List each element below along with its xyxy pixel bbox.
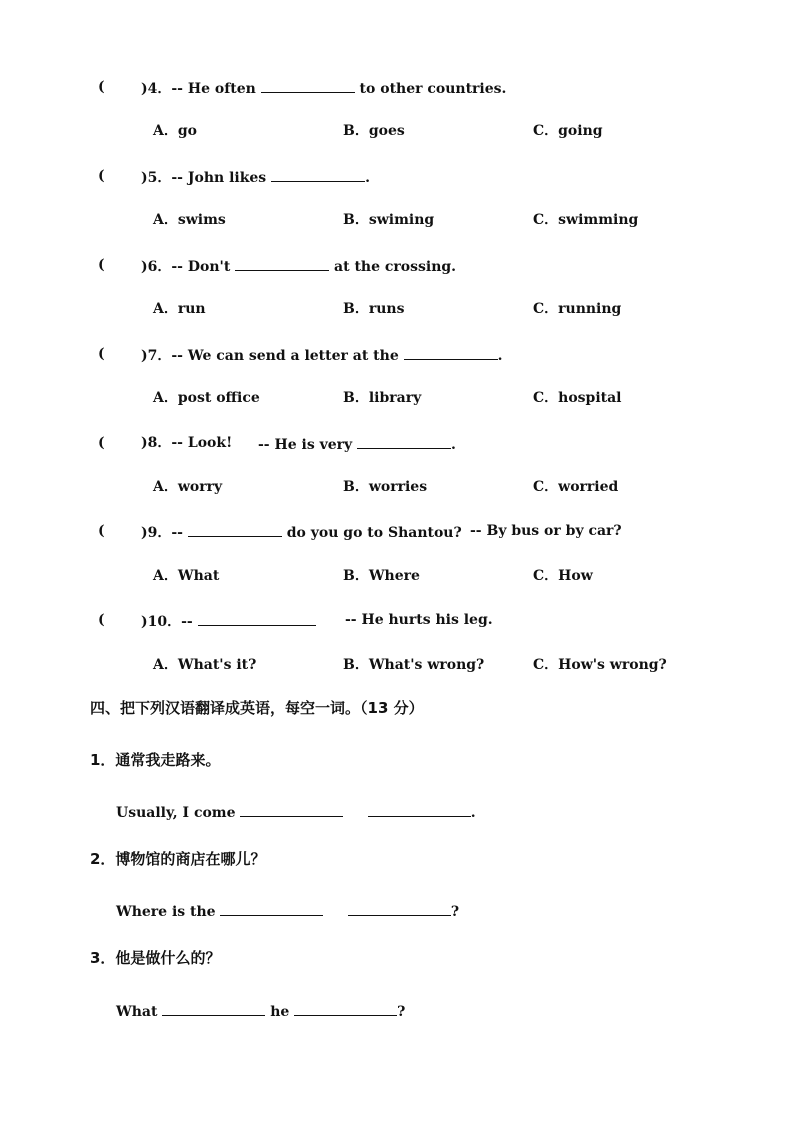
paren-open: ( [98,435,105,451]
question-6-body [141,256,456,276]
question-text-post: . [451,437,456,453]
answer-blank[interactable] [294,1001,397,1016]
question-text-pre: -- We can send a letter at the [171,348,399,364]
translation-item-1-answer [116,802,476,822]
option-c: C．How's wrong? [533,657,667,673]
answer-blank[interactable] [198,611,316,626]
question-text-post: at the crossing. [334,259,457,275]
question-number: 8． [147,435,172,451]
question-text-post: to other countries. [359,81,507,97]
option-b: B．library [343,390,422,406]
option-a: A．worry [153,479,223,495]
option-c: C．hospital [533,390,622,406]
question-text-pre: -- Don't [171,259,231,275]
option-b: B．swiming [343,212,435,228]
question-7 [98,345,105,363]
question-7-body [141,345,503,365]
question-text-pre: -- [171,525,183,541]
question-number: 9． [147,525,172,541]
option-a: A．go [153,123,197,139]
answer-blank[interactable] [357,434,451,449]
section-heading: 四、把下列汉语翻译成英语，每空一词。（13 分） [90,699,424,717]
question-text-pre: -- Look! [171,435,233,451]
question-number: 4． [147,81,172,97]
option-c: C．going [533,123,603,139]
answer-blank[interactable] [404,345,498,360]
option-a: A．post office [153,390,260,406]
paren-open: ( [98,346,105,362]
paren-close: ) [141,435,148,451]
paren-open: ( [98,79,105,95]
paren-close: ) [141,170,148,186]
option-c: C．running [533,301,622,317]
option-a: A．What's it? [153,657,257,673]
question-5-body [141,167,370,187]
question-10 [98,611,105,629]
translation-item-3-prompt: 3．他是做什么的？ [90,949,221,967]
option-b: B．runs [343,301,405,317]
option-c: C．worried [533,479,619,495]
translation-item-3-answer [116,1001,405,1021]
option-a: A．swims [153,212,226,228]
question-text-post: . [497,348,503,364]
question-text-pre: -- He often [171,81,256,97]
question-8 [98,434,105,452]
question-text-pre: -- [181,614,193,630]
answer-blank[interactable] [240,802,343,817]
paren-close: ) [141,525,148,541]
question-text-post: . [365,170,370,186]
question-8-body [141,434,232,452]
question-6 [98,256,105,274]
question-9-body [141,522,462,542]
paren-open: ( [98,523,105,539]
question-9 [98,522,105,540]
question-text-post: do you go to Shantou? [286,525,462,541]
answer-text-end: ? [397,1004,406,1020]
paren-close: ) [141,348,148,364]
question-number: 5． [147,170,172,186]
question-4-body [141,78,506,98]
option-c: C．swimming [533,212,639,228]
question-8-response [258,434,456,454]
question-10-body [141,611,316,631]
answer-blank[interactable] [188,522,282,537]
question-4 [98,78,105,96]
paren-close: ) [141,614,148,630]
question-number: 10． [147,614,182,630]
option-c: C．How [533,568,593,584]
answer-blank[interactable] [162,1001,265,1016]
option-b: B．What's wrong? [343,657,485,673]
paren-close: ) [141,259,148,275]
translation-item-2-prompt: 2．博物馆的商店在哪儿？ [90,850,266,868]
option-a: A．run [153,301,206,317]
option-a: A．What [153,568,220,584]
answer-text-pre: What [116,1004,158,1020]
answer-blank[interactable] [348,901,451,916]
question-text-mid: -- He is very [258,437,353,453]
answer-text-end: . [470,805,476,821]
question-text-pre: -- John likes [171,170,267,186]
paren-close: ) [141,81,148,97]
answer-text-mid: he [270,1004,290,1020]
paren-open: ( [98,612,105,628]
answer-blank[interactable] [235,256,329,271]
question-9-response: -- By bus or by car? [470,523,622,539]
answer-text-pre: Usually, I come [116,805,236,821]
answer-text-end: ? [450,904,460,920]
option-b: B．Where [343,568,420,584]
option-b: B．goes [343,123,405,139]
answer-blank[interactable] [220,901,323,916]
answer-text-pre: Where is the [116,904,216,920]
paren-open: ( [98,168,105,184]
translation-item-1-prompt: 1．通常我走路来。 [90,751,221,769]
answer-blank[interactable] [368,802,471,817]
question-number: 7． [147,348,172,364]
question-10-response: -- He hurts his leg. [345,612,493,628]
question-5 [98,167,105,185]
translation-item-2-answer [116,901,459,921]
question-number: 6． [147,259,172,275]
answer-blank[interactable] [261,78,355,93]
paren-open: ( [98,257,105,273]
answer-blank[interactable] [271,167,365,182]
option-b: B．worries [343,479,428,495]
